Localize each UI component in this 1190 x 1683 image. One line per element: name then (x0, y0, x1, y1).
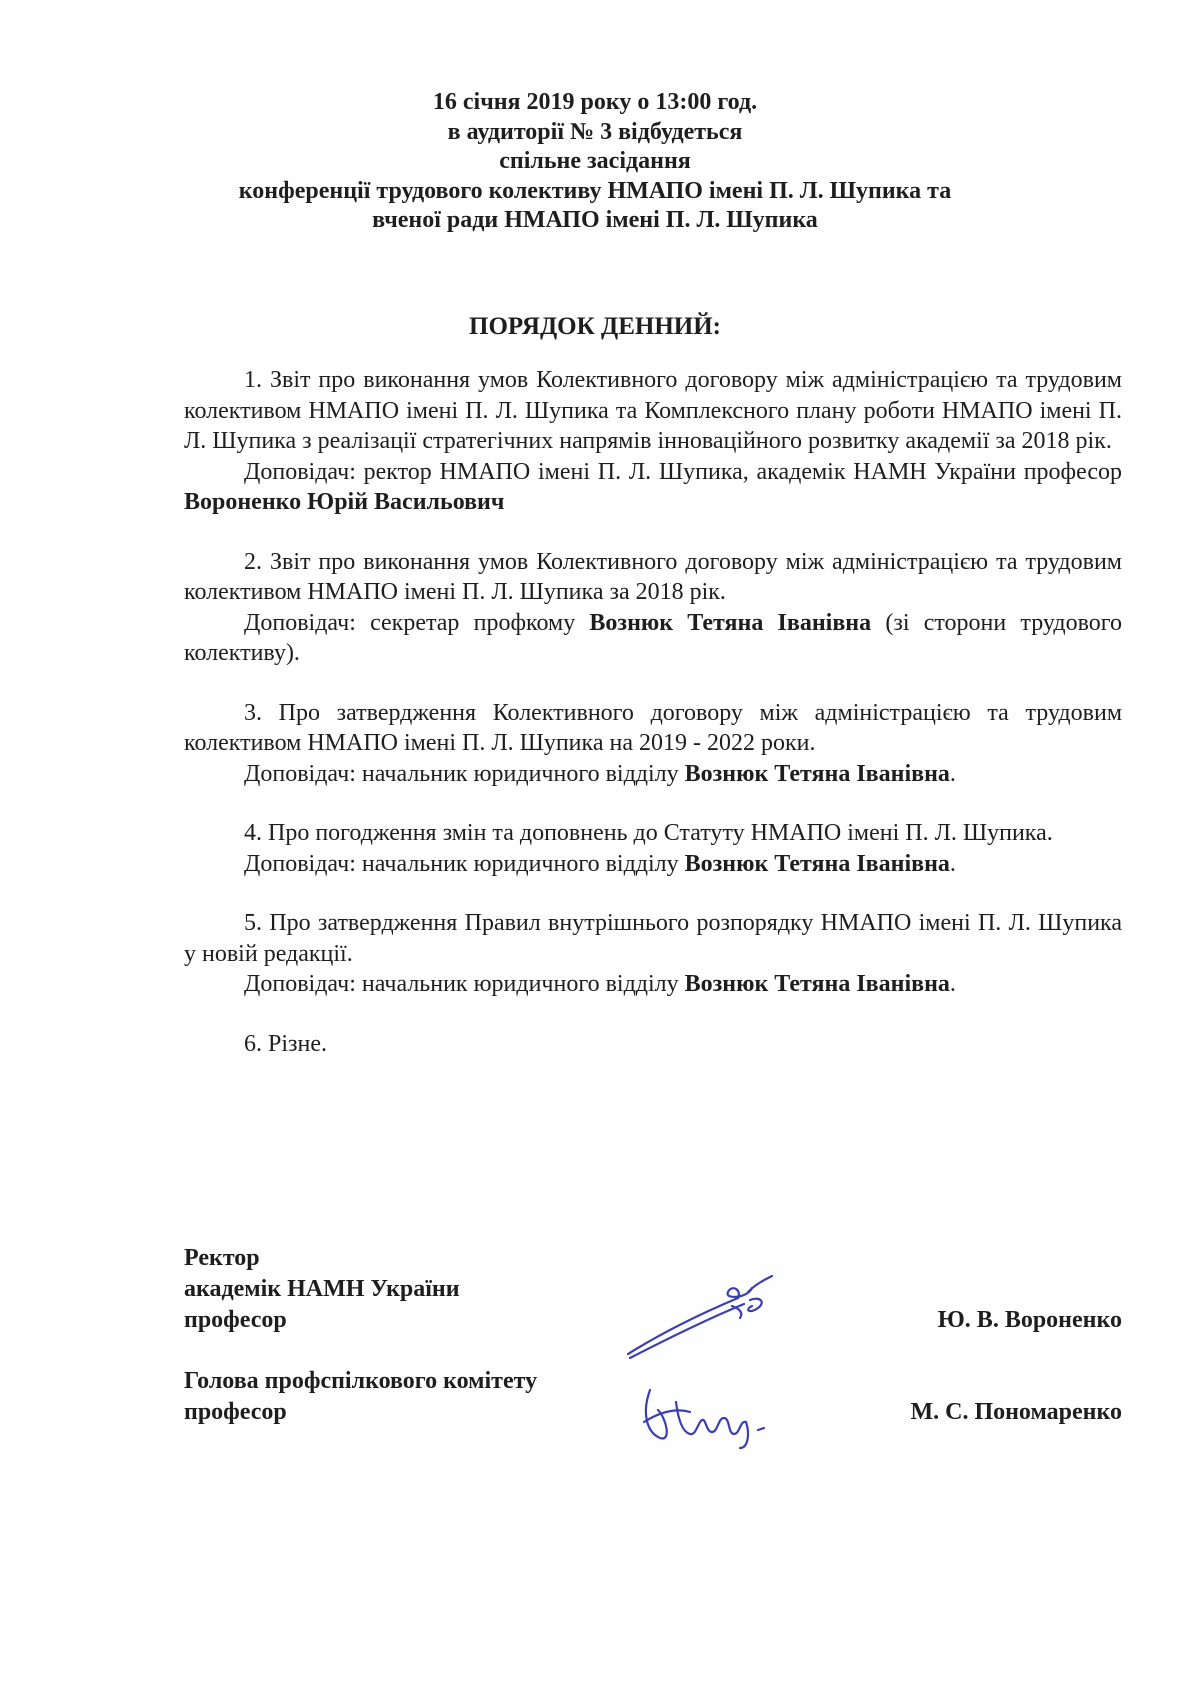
agenda-item-speaker (184, 849, 1122, 880)
speaker-suffix: . (949, 760, 956, 787)
agenda-item-text: 6. Різне. (244, 1030, 327, 1057)
header-council-line: вченої ради НМАПО імені П. Л. Шупика (372, 207, 818, 233)
item-spacer (184, 669, 1122, 698)
header-date-line: 16 січня 2019 року о 13:00 год. (432, 89, 758, 115)
agenda-item-text: 3. Про затвердження Колективного договору між адміністрацією та трудовим колективом НМАПО імені П. Л. Шупика на 2019 - 2022 роки. (184, 699, 1122, 756)
handwritten-signatures (620, 1262, 820, 1452)
speaker-prefix: Доповідач: начальник юридичного відділу (244, 760, 685, 787)
speaker-name: Вознюк Тетяна Іванівна (589, 609, 872, 636)
speaker-suffix: . (949, 971, 956, 997)
speaker-name: Вознюк Тетяна Іванівна (684, 760, 950, 787)
header-conference-line: конференції трудового колективу НМАПО імені П. Л. Шупика та (238, 177, 952, 204)
signatory-name: М. С. Пономаренко (910, 1399, 1122, 1425)
agenda-item-6 (184, 1029, 1122, 1060)
signatory-title-line: Ректор (184, 1245, 260, 1271)
signatory-title-line: професор (184, 1307, 287, 1333)
signatory-title-line: академік НАМН України (184, 1276, 460, 1302)
agenda-item-speaker (184, 457, 1122, 518)
signatory-title-line: професор (184, 1399, 287, 1425)
item-spacer (184, 879, 1122, 908)
agenda-item-text: 1. Звіт про виконання умов Колективного договору між адміністрацією та трудовим колективом НМАПО імені П. Л. Шупика та Комплексного плану роботи НМАПО імені П. Л. Шупика з реалізації стратегічних напрямів інноваційного розвитку академії за 2018 рік. (184, 367, 1122, 454)
agenda-title: ПОРЯДОК ДЕННИЙ: (469, 313, 721, 340)
agenda-item-5 (184, 908, 1122, 1000)
speaker-suffix: (зі сторони трудового колективу). (184, 609, 1123, 666)
agenda-item-2 (184, 547, 1122, 669)
item-spacer (184, 518, 1122, 547)
agenda-item-speaker (184, 969, 1122, 1000)
agenda-item-4 (184, 818, 1122, 879)
agenda-item-speaker (184, 759, 1122, 790)
header-location-line: в аудиторії № 3 відбудеться (447, 118, 743, 145)
speaker-name: Вознюк Тетяна Іванівна (684, 850, 950, 877)
agenda-item-text: 4. Про погодження змін та доповнень до Статуту НМАПО імені П. Л. Шупика. (244, 820, 1053, 846)
agenda-item-text: 5. Про затвердження Правил внутрішнього розпорядку НМАПО імені П. Л. Шупика у новій редакції. (184, 910, 1122, 967)
header-meeting-line: спільне засідання (499, 148, 691, 174)
item-spacer (184, 789, 1122, 818)
speaker-name: Вознюк Тетяна Іванівна (684, 971, 950, 997)
agenda-item-speaker (184, 608, 1122, 669)
agenda-body (184, 365, 1122, 1059)
speaker-prefix: Доповідач: секретар профкому (244, 609, 590, 636)
speaker-prefix: Доповідач: ректор НМАПО імені П. Л. Шупика, академік НАМН України професор (244, 458, 1122, 485)
signatory-title-line: Голова профспілкового комітету (184, 1368, 538, 1394)
item-spacer (184, 1000, 1122, 1029)
agenda-item-text: 2. Звіт про виконання умов Колективного договору між адміністрацією та трудовим колективом НМАПО імені П. Л. Шупика за 2018 рік. (184, 548, 1122, 605)
speaker-prefix: Доповідач: начальник юридичного відділу (244, 850, 685, 877)
agenda-item-3 (184, 698, 1122, 790)
agenda-item-1 (184, 365, 1122, 518)
document-header (0, 88, 1190, 236)
signatory-name: Ю. В. Вороненко (937, 1307, 1122, 1333)
speaker-name: Вороненко Юрій Васильович (184, 489, 505, 515)
speaker-prefix: Доповідач: начальник юридичного відділу (244, 971, 685, 997)
speaker-suffix: . (949, 850, 956, 877)
